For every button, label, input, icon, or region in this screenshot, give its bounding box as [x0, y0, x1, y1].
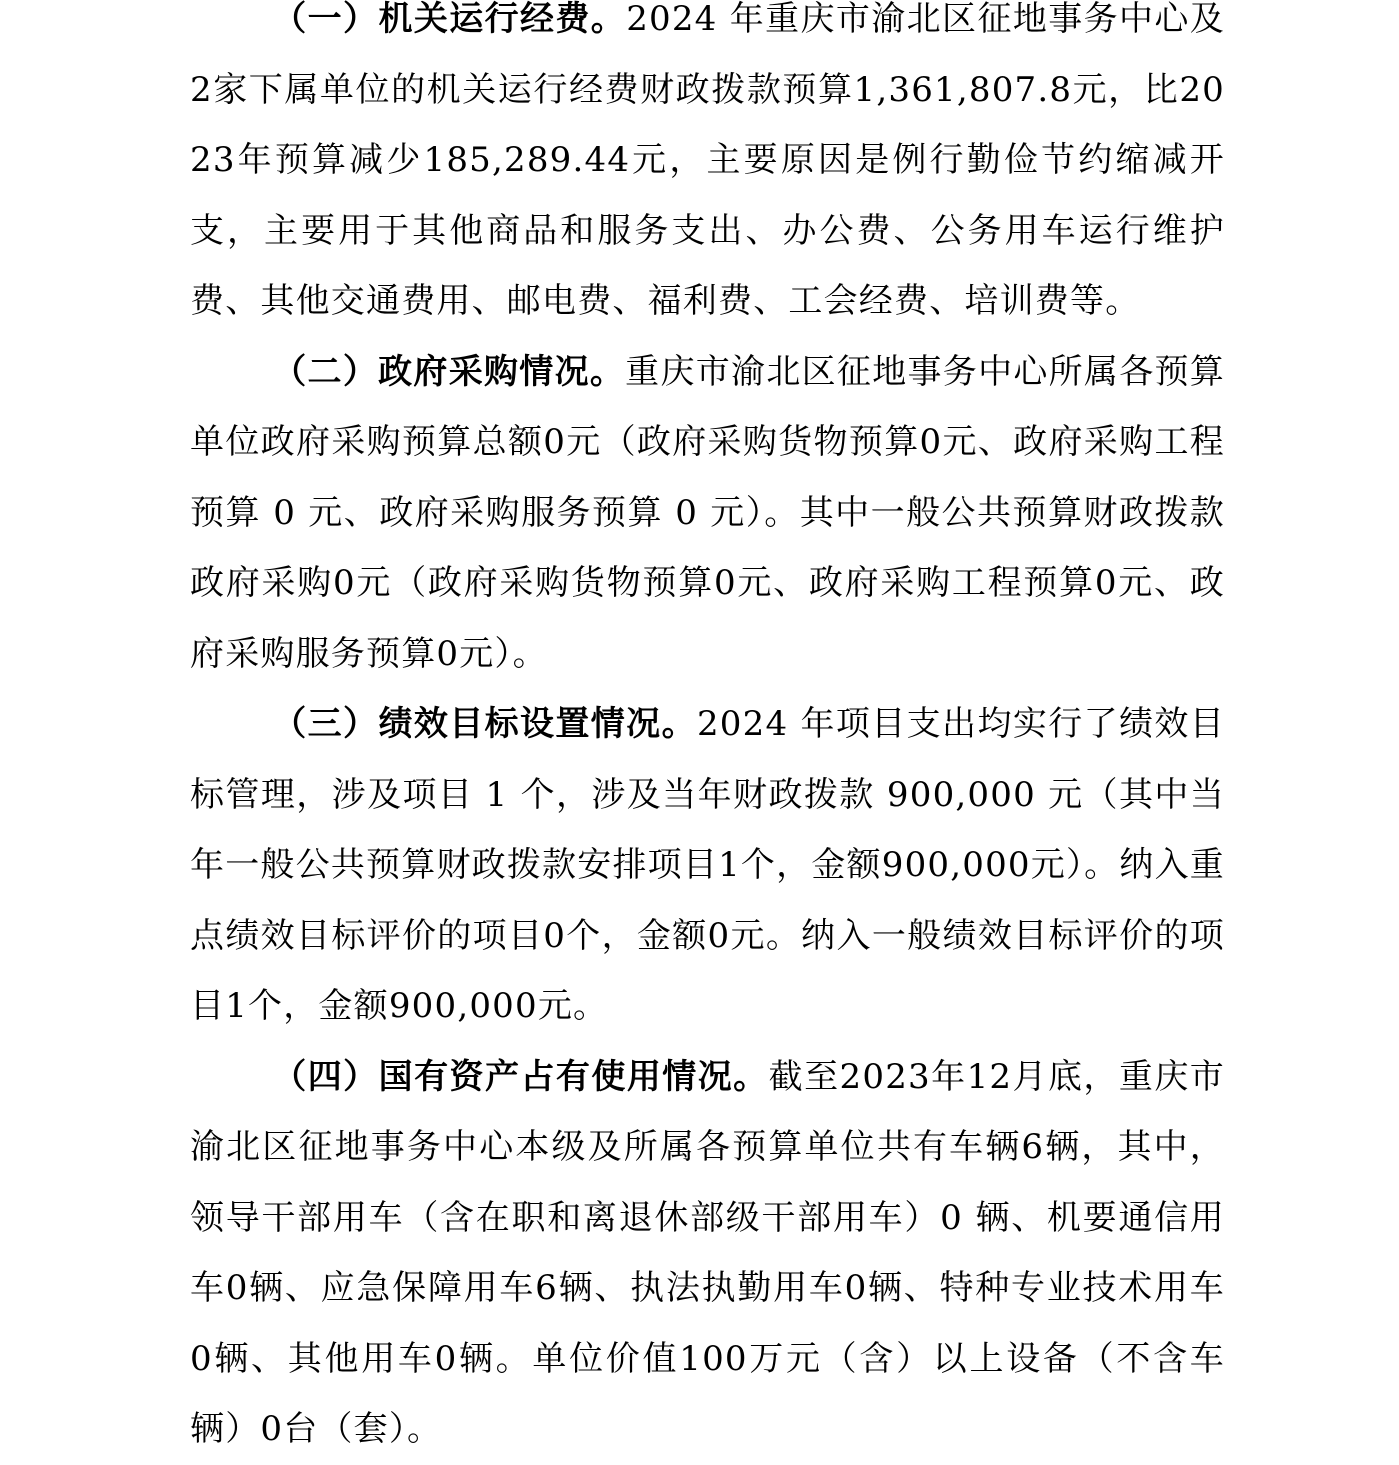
section-government-procurement [190, 337, 1225, 690]
section-body: 2024 年重庆市渝北区征地事务中心及2家下属单位的机关运行经费财政拨款预算1,361,807.8元，比2023年预算减少185,289.44元，主要原因是例行勤俭节约缩减开支，主要用于其他商品和服务支出、办公费、公务用车运行维护费、其他交通费用、邮电费、福利费、工会经费、培训费等。 [190, 0, 1226, 321]
section-heading: （三）绩效目标设置情况。 [272, 704, 697, 744]
section-heading: （二）政府采购情况。 [272, 351, 626, 392]
section-heading: （四）国有资产占有使用情况。 [272, 1056, 769, 1097]
section-operating-expenses [190, 0, 1225, 337]
section-performance-targets [190, 689, 1225, 1042]
section-body: 截至2023年12月底，重庆市渝北区征地事务中心本级及所属各预算单位共有车辆6辆，其中，领导干部用车（含在职和离退休部级干部用车）0 辆、机要通信用车0辆、应急保障用车6辆、执法执勤用车0辆、特种专业技术用车0辆、其他用车0辆。单位价值100万元（含）以上设备（不含车辆）0台（套）。 [190, 1056, 1225, 1449]
section-body: 2024 年项目支出均实行了绩效目标管理，涉及项目 1 个，涉及当年财政拨款 900,000 元（其中当年一般公共预算财政拨款安排项目1个，金额900,000元）。纳入重点绩效目标评价的项目0个，金额0元。纳入一般绩效目标评价的项目1个，金额900,000元。 [190, 704, 1225, 1026]
section-body: 重庆市渝北区征地事务中心所属各预算单位政府采购预算总额0元（政府采购货物预算0元、政府采购工程预算 0 元、政府采购服务预算 0 元）。其中一般公共预算财政拨款政府采购0元（政府采购货物预算0元、政府采购工程预算0元、政府采购服务预算0元）。 [190, 351, 1226, 674]
section-state-assets [190, 1042, 1225, 1465]
section-heading: （一）机关运行经费。 [272, 0, 627, 39]
document-page [190, 0, 1225, 1465]
